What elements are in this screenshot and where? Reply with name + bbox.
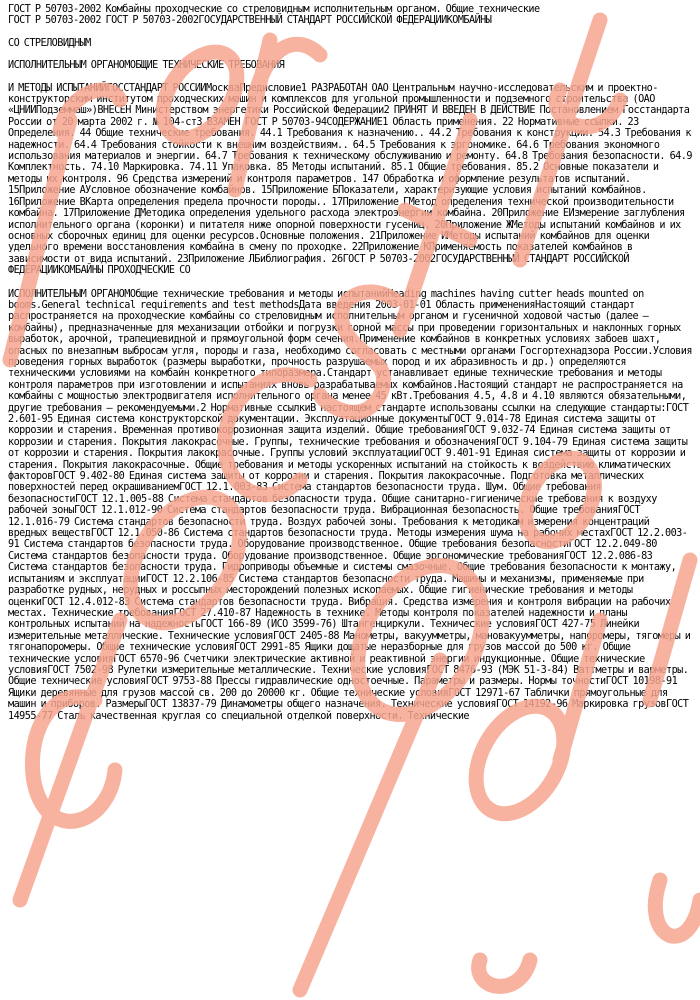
header-line-2: ГОСТ Р 50703-2002 ГОСТ Р 50703-2002ГОСУДАРСТВЕННЫЙ СТАНДАРТ РОССИЙСКОЙ ФЕДЕРАЦИИКОМБАЙНЫ — [8, 15, 492, 27]
paragraph-2: ИСПОЛНИТЕЛЬНЫМ ОРГАНОМОбщие технические требования и методы испытанийHeading machines having cutter heads mounted on booms.General technical requirements and test methodsДата введения 2003-01-01 Область примененияНастоящий стандарт распространяется на проходческие комбайны со стреловидным исполнительным органом и гусеничной ходовой частью (далее — комбайны), предназначенные для механизации отбойки и погрузки горной массы при проведении горизонтальных и наклонных горных выработок, арочной, трапециевидной и прямоугольной форм сечения.Применение комбайнов в конкретных условиях забоев шахт, опасных по внезапным выбросам угля, породы и газа, необходимо согласовать с местными органами Госгортехнадзора России.Условия проведения горных выработок (размеры выработки, прочность разрушаемых пород и их абразивность и др.) определяются техническими условиями на комбайн конкретного типоразмера.Стандарт устанавливает единые технические требования и методы контроля параметров при изготовлении и испытаниях вновь разрабатываемых комбайнов.Настоящий стандарт не распространяется на комбайны с мощностью электродвигателя исполнительного органа менее 45 кВт.Требования 4.5, 4.8 и 4.10 являются обязательными, другие требования — рекомендуемыми.2 Нормативные ссылкиВ настоящем стандарте использованы ссылки на следующие стандарты:ГОСТ 2.601-95 Единая система конструкторской документации. Эксплуатационные документыГОСТ 9.014-78 Единая система защиты от коррозии и старения. Временная противокоррозионная защита изделий. Общие требованияГОСТ 9.032-74 Единая система защиты от коррозии и старения. Покрытия лакокрасочные. Группы, технические требования и обозначенияГОСТ 9.104-79 Единая система защиты от коррозии и старения. Покрытия лакокрасочные. Группы условий эксплуатацииГОСТ 9.401-91 Единая система защиты от коррозии и старения. Покрытия лакокрасочные. Общие требования и методы ускоренных испытаний на стойкость к воздействию климатических факторовГОСТ 9.402-80 Единая система защиты от коррозии и старения. Покрытия лакокрасочные. Подготовка металлических поверхностей перед окрашиваниемГОСТ 12.1.003-83 Система стандартов безопасности труда. Шум. Общие требования безопасностиГОСТ 12.1.005-88 Система стандартов безопасности труда. Общие санитарно-гигиенические требования к воздуху рабочей зоныГОСТ 12.1.012-90 Система стандартов безопасности труда. Вибрационная безопасность. Общие требованияГОСТ 12.1.016-79 Система стандартов безопасности труда. Воздух рабочей зоны. Требования к методикам измерения концентраций вредных веществГОСТ 12.1.050-86 Система стандартов безопасности труда. Методы измерения шума на рабочих местахГОСТ 12.2.003-91 Система стандартов безопасности труда. Оборудование производственное. Общие требования безопасностиГОСТ 12.2.049-80 Система стандартов безопасности труда. Оборудование производственное. Общие эргономические требованияГОСТ 12.2.086-83 Система стандартов безопасности труда. Гидроприводы объемные и системы смазочные. Общие требования безопасности к монтажу, испытаниям и эксплуатацииГОСТ 12.2.106-85 Система стандартов безопасности труда. Машины и механизмы, применяемые при разработке рудных, нерудных и россыпных месторождений полезных ископаемых. Общие гигиенические требования и методы оценкиГОСТ 12.4.012-83 Система стандартов безопасности труда. Вибрация. Средства измерения и контроля вибрации на рабочих местах. Технические требованияГОСТ 27.410-87 Надежность в технике. Методы контроля показателей надежности и планы контрольных испытаний на надежностьГОСТ 166-89 (ИСО 3599-76) Штангенциркули. Технические условияГОСТ 427-75 Линейки измерительные металлические. Технические условияГОСТ 2405-88 Манометры, вакуумметры, мановакуумметры, напоромеры, тягомеры и тягонапоромеры. Общие технические условияГОСТ 2991-85 Ящики дощатые неразборные для грузов массой до 500 кг. Общие технические условияГОСТ 6570-96 Счетчики электрические активной и реактивной энергии индукционные. Общие технические условияГОСТ 7502-98 Рулетки измерительные металлические. Технические условияГОСТ 8476-93 (МЭК 51-3-84) Ваттметры и варметры. Общие технические условияГОСТ 9753-88 Прессы гидравлические одностоечные. Параметры и размеры. Нормы точностиГОСТ 10198-91 Ящики деревянные для грузов массой св. 200 до 20000 кг. Общие технические условияГОСТ 12971-67 Таблички прямоугольные для машин и приборов. РазмерыГОСТ 13837-79 Динамометры общего назначения. Технические условияГОСТ 14192-96 Маркировка грузовГОСТ 14955-77 Сталь качественная круглая со специальной отделкой поверхности. Технические — [8, 288, 692, 722]
title-line-2: ИСПОЛНИТЕЛЬНЫМ ОРГАНОМОБЩИЕ ТЕХНИЧЕСКИЕ ТРЕБОВАНИЯ — [8, 60, 285, 72]
header-line-1: ГОСТ Р 50703-2002 Комбайны проходческие со стреловидным исполнительным органом. Общие технические — [8, 4, 540, 15]
title-line-1: СО СТРЕЛОВИДНЫМ — [8, 37, 91, 49]
paragraph-1: И МЕТОДЫ ИСПЫТАНИЙГОССТАНДАРТ РОССИИМоскваПредисловие1 РАЗРАБОТАН ОАО Центральным научно-исследовательским и проектно-конструкторским институтом проходческих машин и комплексов для угольной промышленности и подземного строительства (ОАО «ЦНИИПодземмаш»)ВНЕСЕН Министерством энергетики Российской Федерации2 ПРИНЯТ И ВВЕДЕН В ДЕЙСТВИЕ Постановлением Госстандарта России от 20 марта 2002 г. № 104-ст3 ВЗАМЕН ГОСТ Р 50703-94СОДЕРЖАНИЕ1 Область применения. 22 Нормативные ссылки. 23 Определения. 44 Общие технические требования. 44.1 Требования к назначению.. 44.2 Требования к конструкции. 54.3 Требования к надежности. 64.4 Требования стойкости к внешним воздействиям.. 64.5 Требования к эргономике. 64.6 Требования экономного использования материалов и энергии. 64.7 Требования к техническому обслуживанию и ремонту. 64.8 Требования безопасности. 64.9 Комплектность. 74.10 Маркировка. 74.11 Упаковка. 85 Методы испытаний. 85.1 Общие требования. 85.2 Основные показатели и методы их контроля. 96 Средства измерений и контроля параметров. 147 Обработка и оформление результатов испытаний. 15Приложение АУсловное обозначение комбайнов. 15Приложение БПоказатели, характеризующие условия испытаний комбайнов. 16Приложение ВКарта определения предела прочности породы.. 17Приложение ГМетод определения технической производительности комбайна. 17Приложение ДМетодика определения удельного расхода электроэнергии комбайна. 20Приложение ЕИзмерение заглубления исполнительного органа (коронки) и питателя ниже опорной поверхности гусениц. 20Приложение ЖМетоды испытаний комбайнов и их основных сборочных единиц для оценки ресурсов.Основные положения. 21Приложение ИМетоды испытаний комбайнов для оценки удельного времени восстановления комбайна в смену по проходке. 22Приложение КПрименяемость показателей комбайнов в зависимости от вида испытаний. 23Приложение ЛБиблиография. 26ГОСТ Р 50703-2002ГОСУДАРСТВЕННЫЙ СТАНДАРТ РОССИЙСКОЙ ФЕДЕРАЦИИКОМБАЙНЫ ПРОХОДЧЕСКИЕ СО — [8, 82, 692, 277]
